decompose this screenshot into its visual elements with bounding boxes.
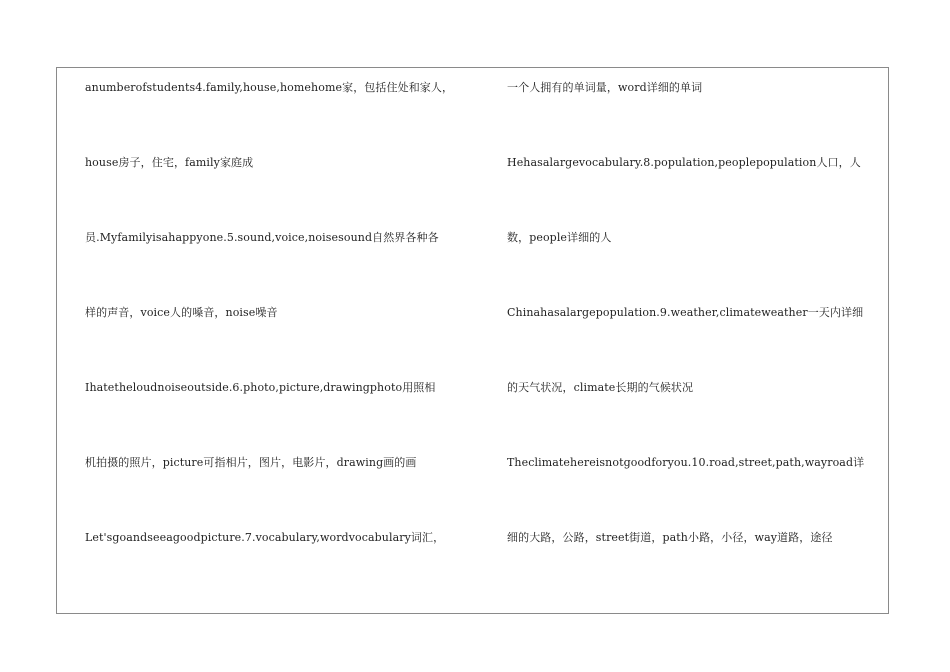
text-line: anumberofstudents4.family,house,homehome家，包括住处和家人， [85, 81, 454, 94]
text-line: 细的大路，公路，street街道，path小路，小径，way道路，途径 [507, 531, 833, 544]
text-line: house房子，住宅，family家庭成 [85, 156, 254, 169]
text-line: Let'sgoandseeagoodpicture.7.vocabulary,wordvocabulary词汇， [85, 531, 445, 544]
text-line: Theclimatehereisnotgoodforyou.10.road,street,path,wayroad详 [507, 456, 865, 469]
text-line: Hehasalargevocabulary.8.population,peoplepopulation人口，人 [507, 156, 861, 169]
text-line: 样的声音，voice人的嗓音，noise噪音 [85, 306, 278, 319]
text-line: 的天气状况，climate长期的气候状况 [507, 381, 694, 394]
text-line: 机拍摄的照片，picture可指相片，图片，电影片，drawing画的画 [85, 456, 417, 469]
text-line: Chinahasalargepopulation.9.weather,climateweather一天内详细 [507, 306, 864, 319]
text-line: 一个人拥有的单词量，word详细的单词 [507, 81, 703, 94]
text-line: Ihatetheloudnoiseoutside.6.photo,picture,drawingphoto用照相 [85, 381, 436, 394]
text-line: 数，people详细的人 [507, 231, 612, 244]
text-line: 员.Myfamilyisahappyone.5.sound,voice,noisesound自然界各种各 [85, 231, 439, 244]
document-page [56, 67, 889, 614]
